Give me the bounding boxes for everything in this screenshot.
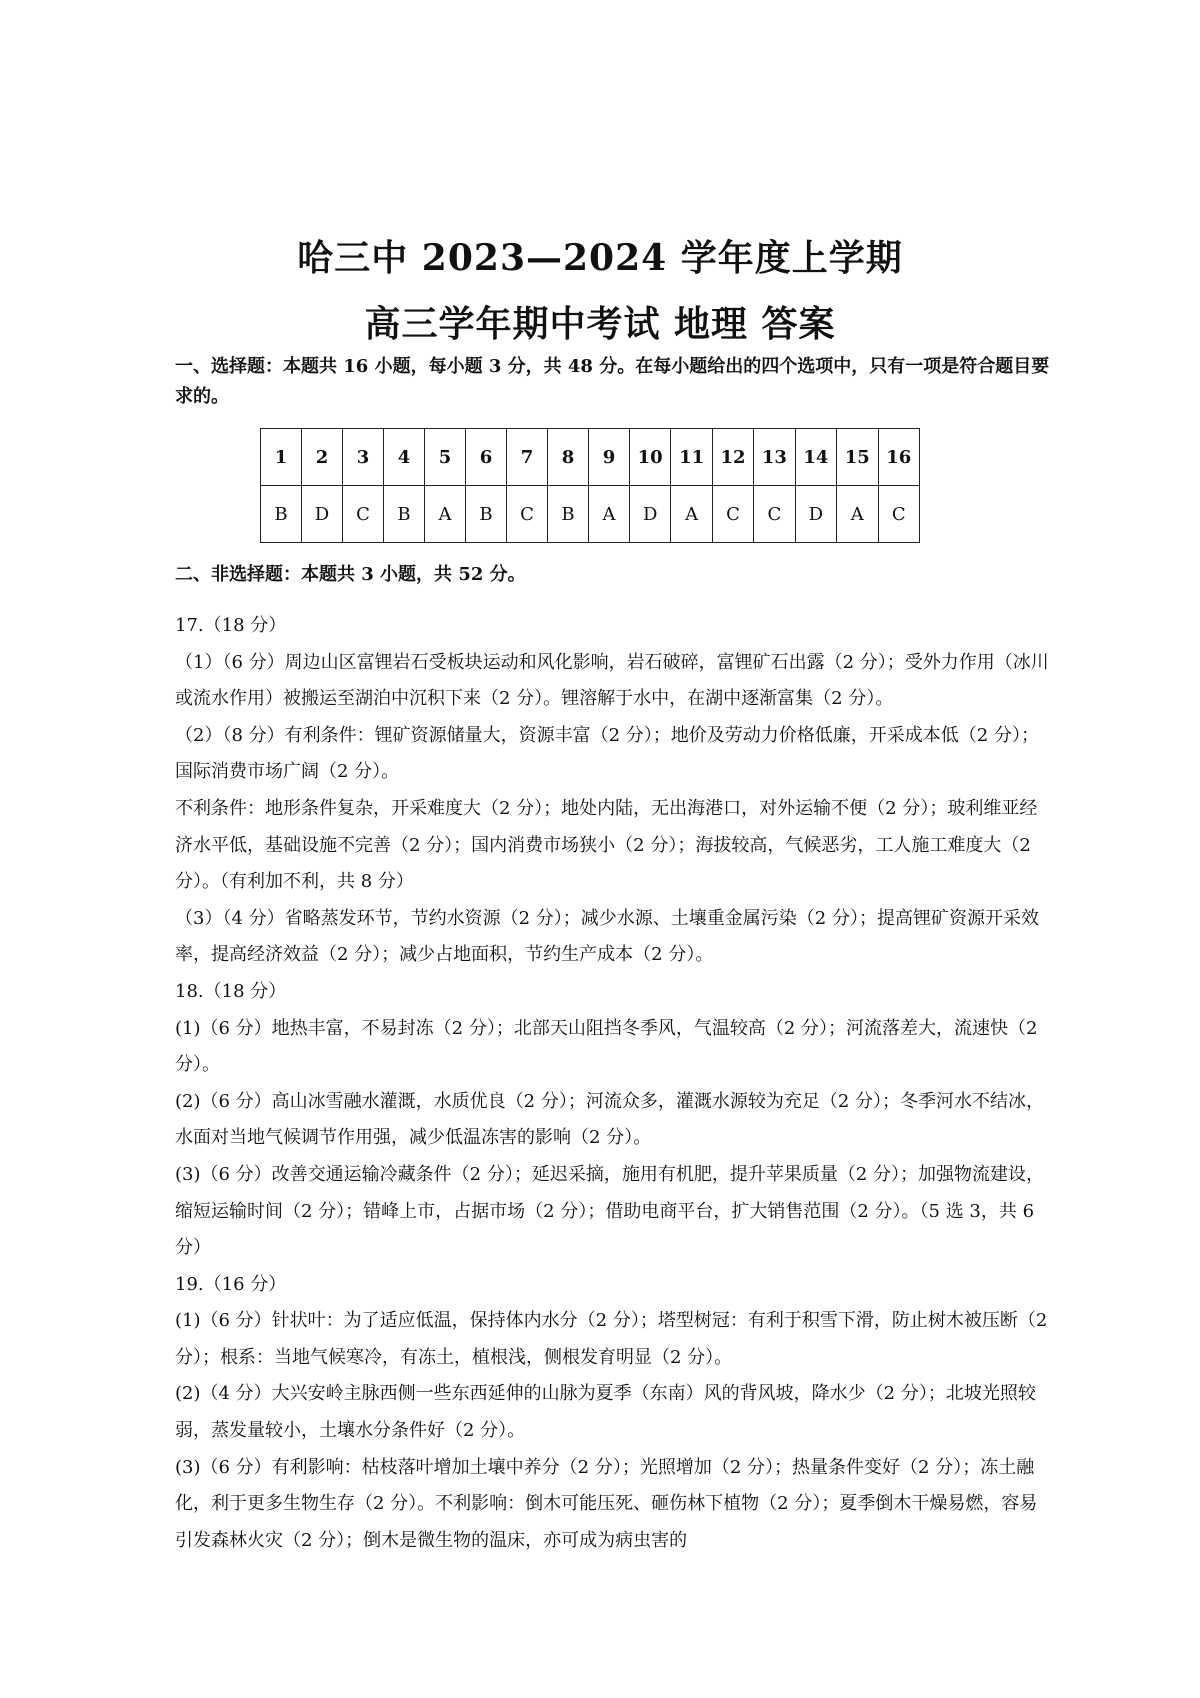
answer-cell: D — [301, 486, 342, 543]
answer-cell: A — [425, 486, 466, 543]
question-number-cell: 8 — [548, 429, 589, 486]
answer-cell: A — [588, 486, 629, 543]
question-18-heading: 18.（18 分） — [175, 980, 287, 1002]
question-19-heading: 19.（16 分） — [175, 1273, 287, 1295]
answer-cell: B — [261, 486, 302, 543]
question-18-part-2: (2)（6 分）高山冰雪融水灌溉，水质优良（2 分）；河流众多，灌溉水源较为充足（2 分）；冬季河水不结冰，水面对当地气候调节作用强，减少低温冻害的影响（2 分）。 — [175, 1090, 1045, 1149]
answer-row — [261, 486, 920, 543]
answer-cell: B — [548, 486, 589, 543]
answer-cell: A — [837, 486, 878, 543]
question-number-cell: 13 — [754, 429, 795, 486]
free-response-heading: 二、非选择题：本题共 3 小题，共 52 分。 — [175, 564, 526, 585]
answer-cell: C — [878, 486, 920, 543]
question-number-cell: 9 — [588, 429, 629, 486]
question-number-cell: 2 — [301, 429, 342, 486]
question-17-heading: 17.（18 分） — [175, 615, 287, 636]
question-17-part-1: （1）（6 分）周边山区富锂岩石受板块运动和风化影响，岩石破碎，富锂矿石出露（2 分）；受外力作用（冰川或流水作用）被搬运至湖泊中沉积下来（2 分）。锂溶解于水中，在湖中逐渐富集（2 分）。 — [175, 651, 1049, 710]
question-number-cell: 4 — [384, 429, 425, 486]
question-19-part-2: (2)（4 分）大兴安岭主脉西侧一些东西延伸的山脉为夏季（东南）风的背风坡，降水少（2 分）；北坡光照较弱，蒸发量较小，土壤水分条件好（2 分）。 — [175, 1383, 1036, 1442]
document-subtitle: 高三学年期中考试 地理 答案 — [364, 303, 836, 345]
answer-cell: D — [795, 486, 836, 543]
answer-cell: C — [506, 486, 547, 543]
question-number-cell: 15 — [837, 429, 878, 486]
answer-key-table — [260, 428, 920, 543]
question-number-cell: 7 — [506, 429, 547, 486]
answer-cell: C — [343, 486, 384, 543]
answer-cell: C — [712, 486, 753, 543]
question-number-cell: 16 — [878, 429, 920, 486]
question-number-cell: 12 — [712, 429, 753, 486]
answer-cell: C — [754, 486, 795, 543]
question-number-cell: 11 — [671, 429, 712, 486]
question-17-part-2-advantages: （2）（8 分）有利条件：锂矿资源储量大，资源丰富（2 分）；地价及劳动力价格低廉，开采成本低（2 分）；国际消费市场广阔（2 分）。 — [175, 724, 1039, 783]
answer-cell: A — [671, 486, 712, 543]
question-number-cell: 14 — [795, 429, 836, 486]
document-title: 哈三中 2023—2024 学年度上学期 — [297, 237, 903, 279]
question-18-part-3: (3)（6 分）改善交通运输冷藏条件（2 分）；延迟采摘，施用有机肥，提升苹果质量（2 分）；加强物流建设，缩短运输时间（2 分）；错峰上市，占据市场（2 分）；借助电商平台，扩大销售范围（2 分）。（5 选 3，共 6 分） — [175, 1163, 1045, 1259]
question-number-cell: 5 — [425, 429, 466, 486]
answer-cell: B — [384, 486, 425, 543]
question-number-cell: 3 — [343, 429, 384, 486]
answer-cell: B — [466, 486, 507, 543]
question-number-row — [261, 429, 920, 486]
question-19-part-3: (3)（6 分）有利影响：枯枝落叶增加土壤中养分（2 分）；光照增加（2 分）；热量条件变好（2 分）；冻土融化，利于更多生物生存（2 分）。不利影响：倒木可能压死、砸伤林下植物（2 分）；夏季倒木干燥易燃，容易引发森林火灾（2 分）；倒木是微生物的温床，亦可成为病虫害的 — [175, 1456, 1038, 1551]
question-19-part-1: (1)（6 分）针状叶：为了适应低温，保持体内水分（2 分）；塔型树冠：有利于积雪下滑，防止树木被压断（2 分）；根系：当地气候寒冷，有冻土，植根浅，侧根发育明显（2 分）。 — [175, 1310, 1048, 1368]
question-number-cell: 10 — [629, 429, 670, 486]
question-18-part-1: (1)（6 分）地热丰富，不易封冻（2 分）；北部天山阻挡冬季风，气温较高（2 分）；河流落差大，流速快（2 分）。 — [175, 1017, 1038, 1076]
multiple-choice-heading: 一、选择题：本题共 16 小题，每小题 3 分，共 48 分。在每小题给出的四个选项中，只有一项是符合题目要求的。 — [175, 356, 1050, 407]
question-17-part-2-disadvantages: 不利条件：地形条件复杂，开采难度大（2 分）；地处内陆，无出海港口，对外运输不便（2 分）；玻利维亚经济水平低，基础设施不完善（2 分）；国内消费市场狭小（2 分）；海拔较高，气候恶劣，工人施工难度大（2 分）。（有利加不利，共 8 分） — [175, 797, 1038, 893]
question-number-cell: 6 — [466, 429, 507, 486]
question-17-part-3: （3）（4 分）省略蒸发环节，节约水资源（2 分）；减少水源、土壤重金属污染（2 分）；提高锂矿资源开采效率，提高经济效益（2 分）；减少占地面积，节约生产成本（2 分）。 — [175, 907, 1039, 966]
answer-cell: D — [629, 486, 670, 543]
question-number-cell: 1 — [261, 429, 302, 486]
free-response-answers — [175, 608, 1055, 1559]
